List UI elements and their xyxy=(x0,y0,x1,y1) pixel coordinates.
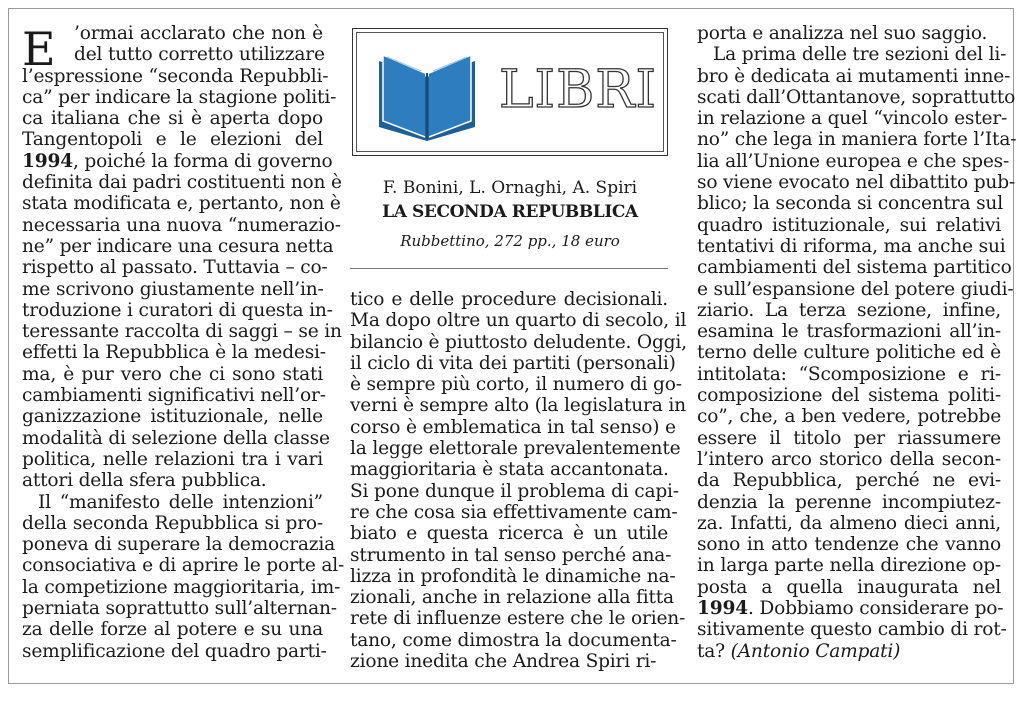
text-line: stata modificata e, pertanto, non è xyxy=(22,193,341,215)
open-book-icon xyxy=(371,47,483,143)
text-line: ne” per indicare una cesura netta xyxy=(22,235,334,257)
text-line: del tutto corretto utilizzare xyxy=(74,44,325,66)
text-line: me scrivono giustamente nell’in- xyxy=(22,278,324,300)
text-line: la competizione maggioritaria, im- xyxy=(22,576,341,598)
text-line: Tangentopoli e le elezioni del xyxy=(22,129,323,151)
text-line: strumento in tal senso perché ana- xyxy=(350,544,672,566)
text-line: rete di influenze estere che le orien- xyxy=(350,608,686,630)
text-line: porta e analizza nel suo saggio. xyxy=(697,23,988,44)
text-line: lia all’Unione europea e che spes- xyxy=(697,150,1010,172)
text-line: essere il titolo per riassumere xyxy=(697,427,1001,449)
text-line: lizza in profondità le dinamiche na- xyxy=(350,565,676,587)
text-line: Ma dopo oltre un quarto di secolo, il xyxy=(350,310,687,332)
text-line: za delle forze al potere e su una xyxy=(22,619,323,641)
text-line: ma, è pur vero che ci sono stati xyxy=(22,363,323,385)
banner-inner-border xyxy=(356,32,664,152)
text-line: scati dall’Ottantanove, soprattutto xyxy=(697,86,1016,108)
text-line: definita dai padri costituenti non è xyxy=(22,172,342,194)
text-line: 1994, poiché la forma di governo xyxy=(22,150,333,172)
article-column-3 xyxy=(697,23,1017,662)
text-line: consociativa e di aprire le porte al- xyxy=(22,555,345,577)
text-line: politica, nelle relazioni tra i vari xyxy=(22,448,323,470)
text-line: l’espressione “seconda Repubbli- xyxy=(22,65,329,87)
drop-cap: E xyxy=(22,22,56,76)
text-line: corso è emblematica in tal senso) e xyxy=(350,416,676,438)
text-line: ganizzazione istituzionale, nelle xyxy=(22,406,323,428)
text-line: re che cosa sia effettivamente cam- xyxy=(350,501,678,523)
text-line: ca italiana che si è aperta dopo xyxy=(22,108,323,130)
book-publisher: Rubbettino, 272 pp., 18 euro xyxy=(400,232,620,250)
text-line: in relazione a quel “vincolo ester- xyxy=(697,108,1008,130)
text-line: attori della sfera pubblica. xyxy=(22,470,267,492)
libri-label: LIBRI xyxy=(499,60,657,120)
text-line: 1994. Dobbiamo considerare po- xyxy=(697,598,1004,620)
text-line: in larga parte nella direzione op- xyxy=(697,555,1001,577)
text-line: tentativi di riforma, ma anche sui xyxy=(697,235,1006,257)
text-line: della seconda Repubblica si pro- xyxy=(22,512,323,534)
text-line: intitolata: “Scomposizione e ri- xyxy=(697,363,1001,385)
text-line: e sull’espansione del potere giudi- xyxy=(697,278,1014,300)
text-line: bro è dedicata ai mutamenti inne- xyxy=(697,65,1011,87)
text-line: semplificazione del quadro parti- xyxy=(22,640,327,662)
text-line: blico; la seconda si concentra sul xyxy=(697,193,1003,215)
text-line: za. Infatti, da almeno dieci anni, xyxy=(697,512,1001,534)
text-line: terno delle culture politiche ed è xyxy=(697,342,1001,364)
text-line: ’ormai acclarato che non è xyxy=(74,23,323,44)
article-column-1 xyxy=(22,23,345,662)
text-line: da Repubblica, perché ne evi- xyxy=(697,470,1001,492)
text-line: modalità di selezione della classe xyxy=(22,427,330,449)
text-line: composizione del sistema politi- xyxy=(697,385,1001,407)
book-title: LA SECONDA REPUBBLICA xyxy=(382,202,638,222)
text-line: quadro istituzionale, sui relativi xyxy=(697,214,1001,236)
text-line: Si pone dunque il problema di capi- xyxy=(350,480,679,502)
text-line: sono in atto tendenze che vanno xyxy=(697,534,1001,556)
text-line: co”, che, a ben vedere, potrebbe xyxy=(697,406,1001,428)
text-line: l’intero arco storico della secon- xyxy=(697,448,1001,470)
text-line: il ciclo di vita dei partiti (personali) xyxy=(350,352,676,374)
text-line: La prima delle tre sezioni del li- xyxy=(713,44,1007,66)
credit-divider xyxy=(350,268,668,269)
text-line: maggioritaria è stata accantonata. xyxy=(350,459,669,481)
text-line: perniata soprattutto sull’alternan- xyxy=(22,598,337,620)
libri-banner xyxy=(352,28,668,156)
text-line: esamina le trasformazioni all’in- xyxy=(697,321,1001,343)
text-line: è sempre più corto, il numero di go- xyxy=(350,374,682,396)
text-line: effetti la Repubblica è la medesi- xyxy=(22,342,326,364)
text-line: cambiamenti del sistema partitico xyxy=(697,257,1012,279)
text-line: ziario. La terza sezione, infine, xyxy=(697,299,1001,321)
text-line: tico e delle procedure decisionali. xyxy=(350,289,668,310)
text-line: Il “manifesto delle intenzioni” xyxy=(38,491,323,513)
text-line: rispetto al passato. Tuttavia – co- xyxy=(22,257,328,279)
book-authors: F. Bonini, L. Ornaghi, A. Spiri xyxy=(382,178,638,198)
article-column-2 xyxy=(350,289,687,673)
text-line: zionali, anche in relazione alla fitta xyxy=(350,587,674,609)
text-line: tano, come dimostra la documenta- xyxy=(350,629,677,651)
text-line: verni è sempre alto (la legislatura in xyxy=(350,395,686,417)
text-line: necessaria una nuova “numerazio- xyxy=(22,214,341,236)
text-line: no” che lega in maniera forte l’Ita- xyxy=(697,129,1017,151)
text-line: denzia la perenne incompiutez- xyxy=(697,491,1001,513)
text-line: ta? (Antonio Campati) xyxy=(697,640,901,662)
text-line: so viene evocato nel dibattito pub- xyxy=(697,172,1015,194)
text-line: bilancio è piuttosto deludente. Oggi, xyxy=(350,331,687,353)
text-line: la legge elettorale prevalentemente xyxy=(350,438,681,460)
text-line: ca” per indicare la stagione politi- xyxy=(22,86,337,108)
text-line: poneva di superare la democrazia xyxy=(22,534,336,556)
text-line: sitivamente questo cambio di rot- xyxy=(697,619,1007,641)
text-line: troduzione i curatori di questa in- xyxy=(22,299,333,321)
text-line: zione inedita che Andrea Spiri ri- xyxy=(350,651,657,673)
text-line: teressante raccolta di saggi – se in xyxy=(22,321,342,343)
text-line: biato e questa ricerca è un utile xyxy=(350,523,668,545)
text-line: cambiamenti significativi nell’or- xyxy=(22,385,326,407)
text-line: posta a quella inaugurata nel xyxy=(697,576,1001,598)
